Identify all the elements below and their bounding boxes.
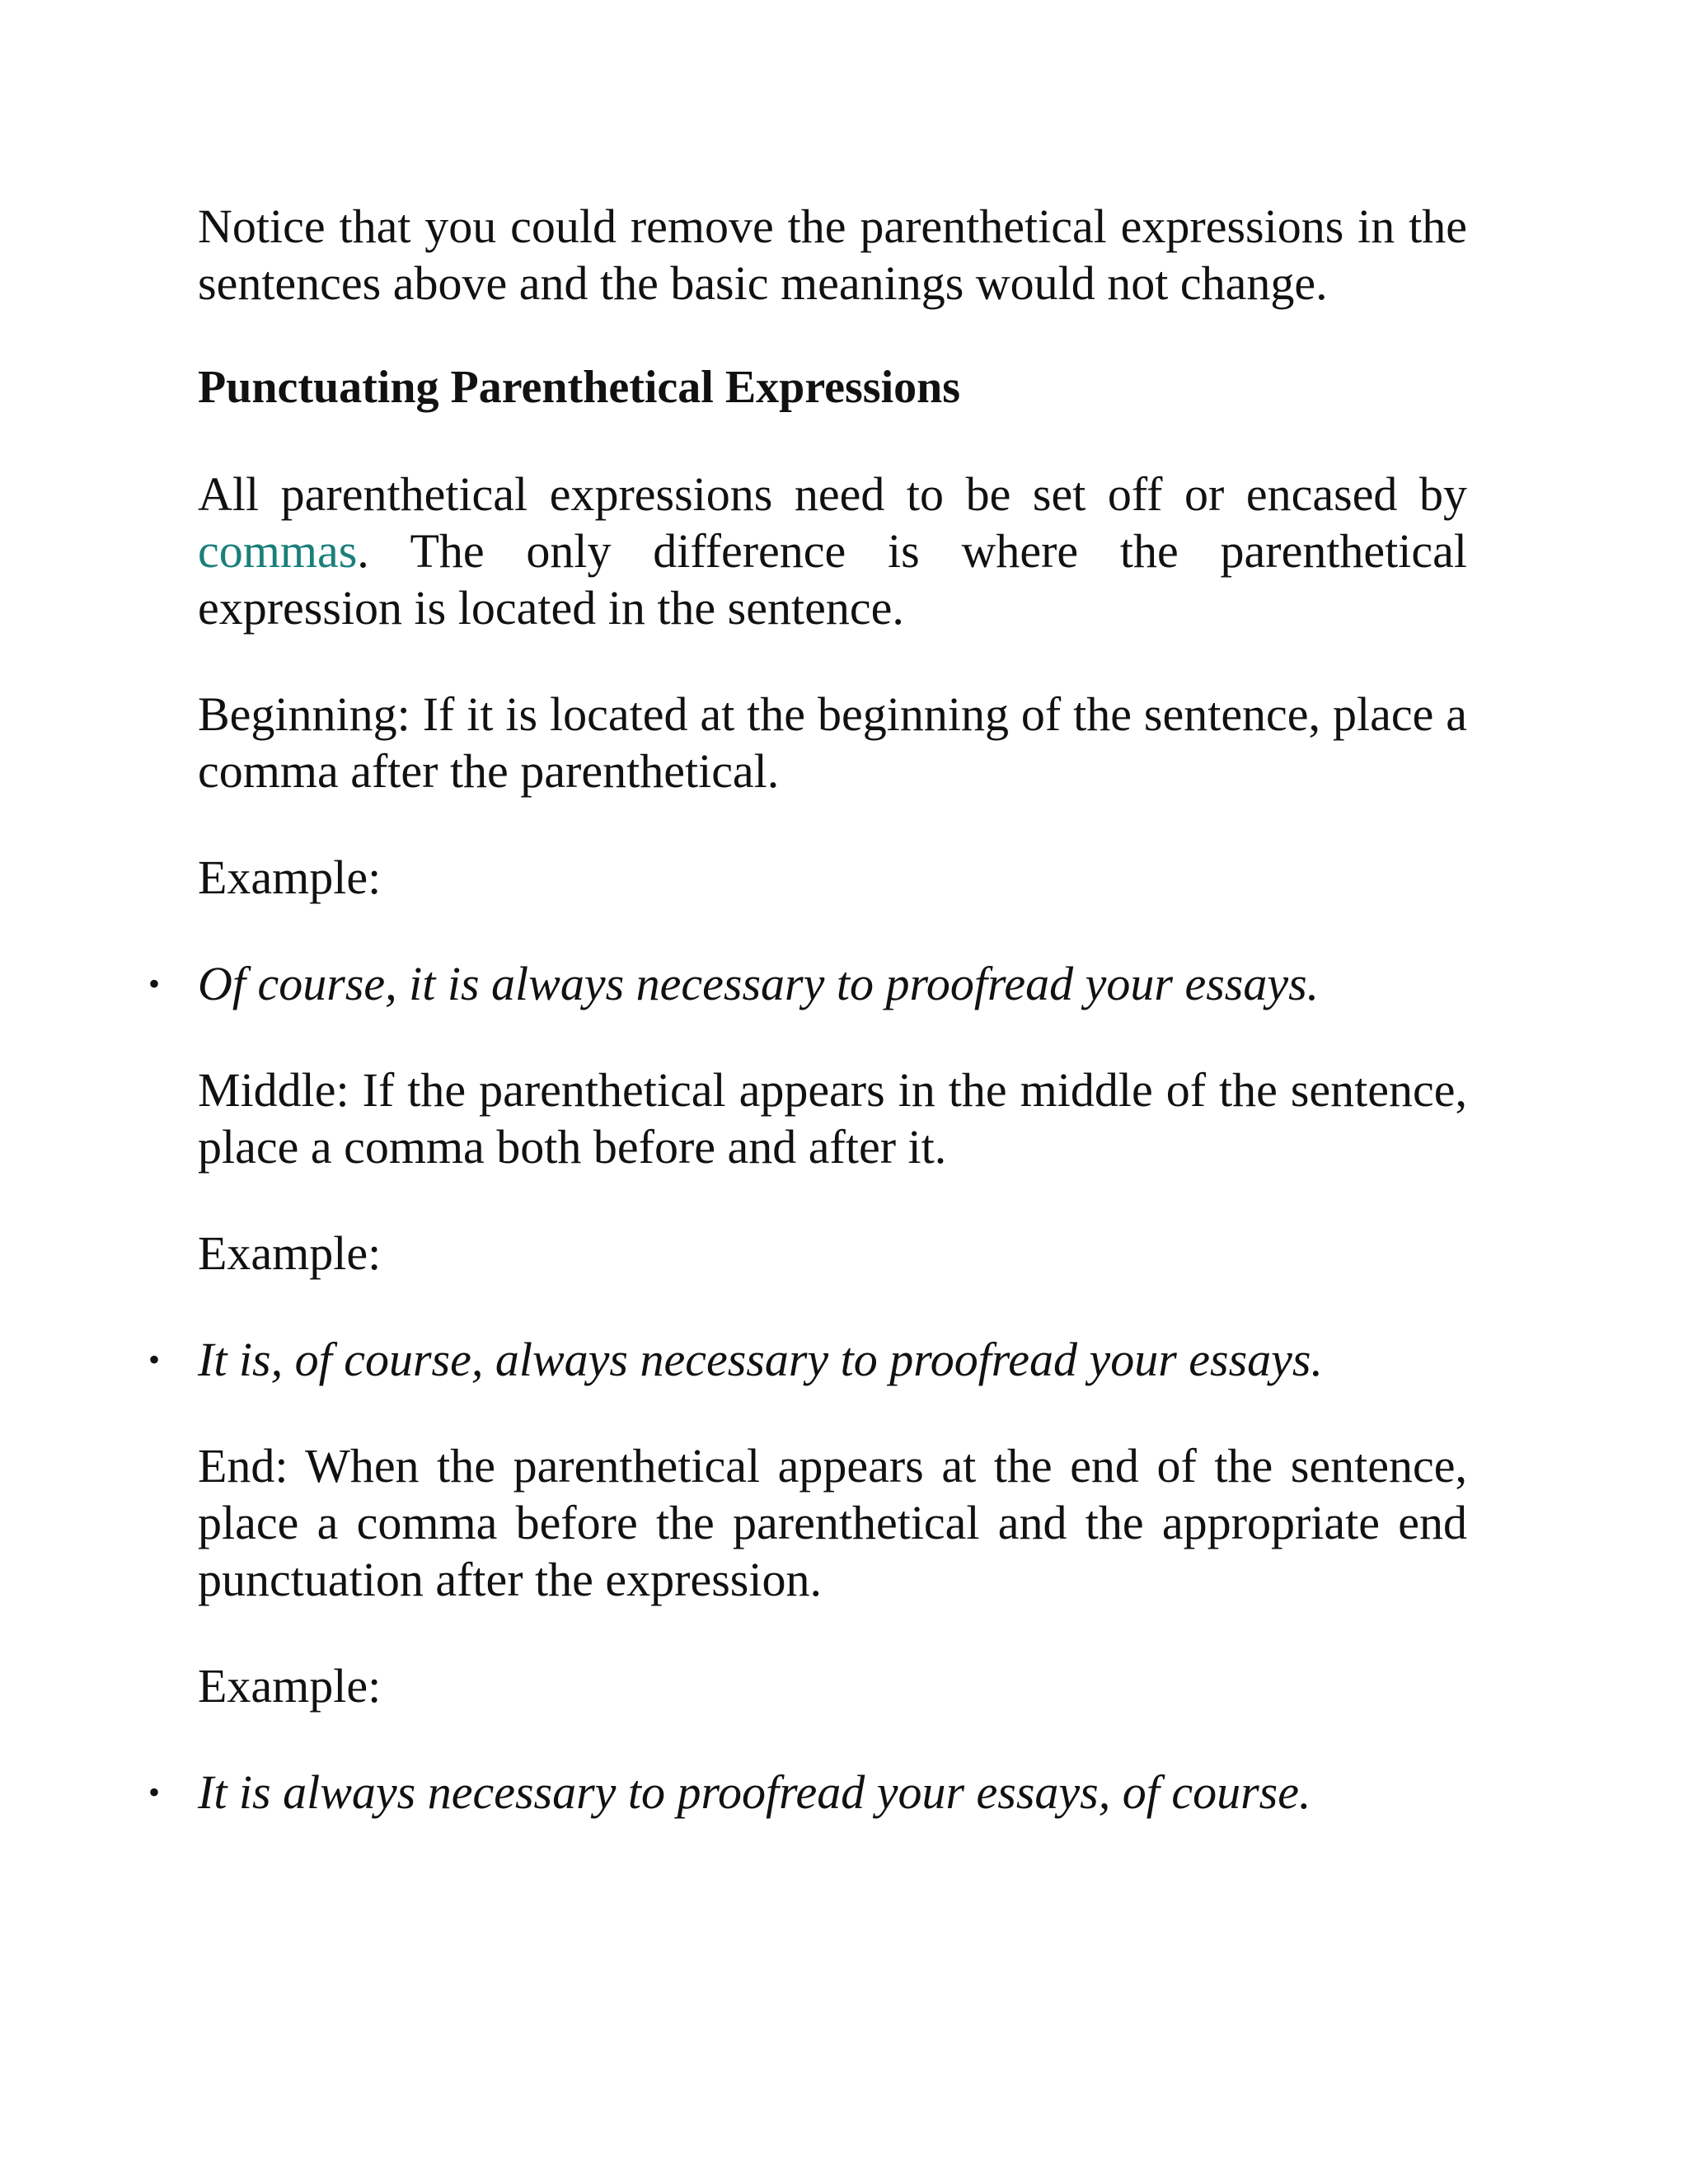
- example-label-middle: Example:: [198, 1226, 382, 1280]
- example-label-beginning: Example:: [198, 851, 382, 904]
- commas-link[interactable]: commas: [198, 524, 358, 578]
- bullet-icon: •: [148, 1341, 161, 1378]
- example-label-end: Example:: [198, 1659, 382, 1713]
- example-text: It is, of course, always necessary to proofread your essays.: [198, 1333, 1323, 1386]
- document-page: [148, 198, 1467, 1821]
- intro-paragraph: [198, 466, 1467, 636]
- beginning-paragraph: Beginning: If it is located at the beginning of the sentence, place a comma after the parenthetical.: [198, 687, 1467, 798]
- example-text: It is always necessary to proofread your essays, of course.: [198, 1765, 1311, 1819]
- end-paragraph: End: When the parenthetical appears at the end of the sentence, place a comma before the parenthetical and the appropriate end punctuation after the expression.: [198, 1439, 1467, 1606]
- example-item-beginning: [148, 955, 1467, 1012]
- notice-paragraph: Notice that you could remove the parenthetical expressions in the sentences above and the basic meanings would not change.: [198, 199, 1467, 310]
- example-item-end: [148, 1764, 1467, 1821]
- section-heading: Punctuating Parenthetical Expressions: [198, 362, 961, 413]
- bullet-icon: •: [148, 1774, 161, 1811]
- intro-text-before: All parenthetical expressions need to be set off or encased by: [198, 467, 1467, 521]
- bullet-icon: •: [148, 965, 161, 1002]
- example-item-middle: [148, 1331, 1467, 1388]
- intro-text-after: . The only difference is where the parenthetical expression is located in the sentence.: [198, 524, 1467, 635]
- example-text: Of course, it is always necessary to proofread your essays.: [198, 957, 1320, 1010]
- middle-paragraph: Middle: If the parenthetical appears in the middle of the sentence, place a comma both before and after it.: [198, 1063, 1467, 1174]
